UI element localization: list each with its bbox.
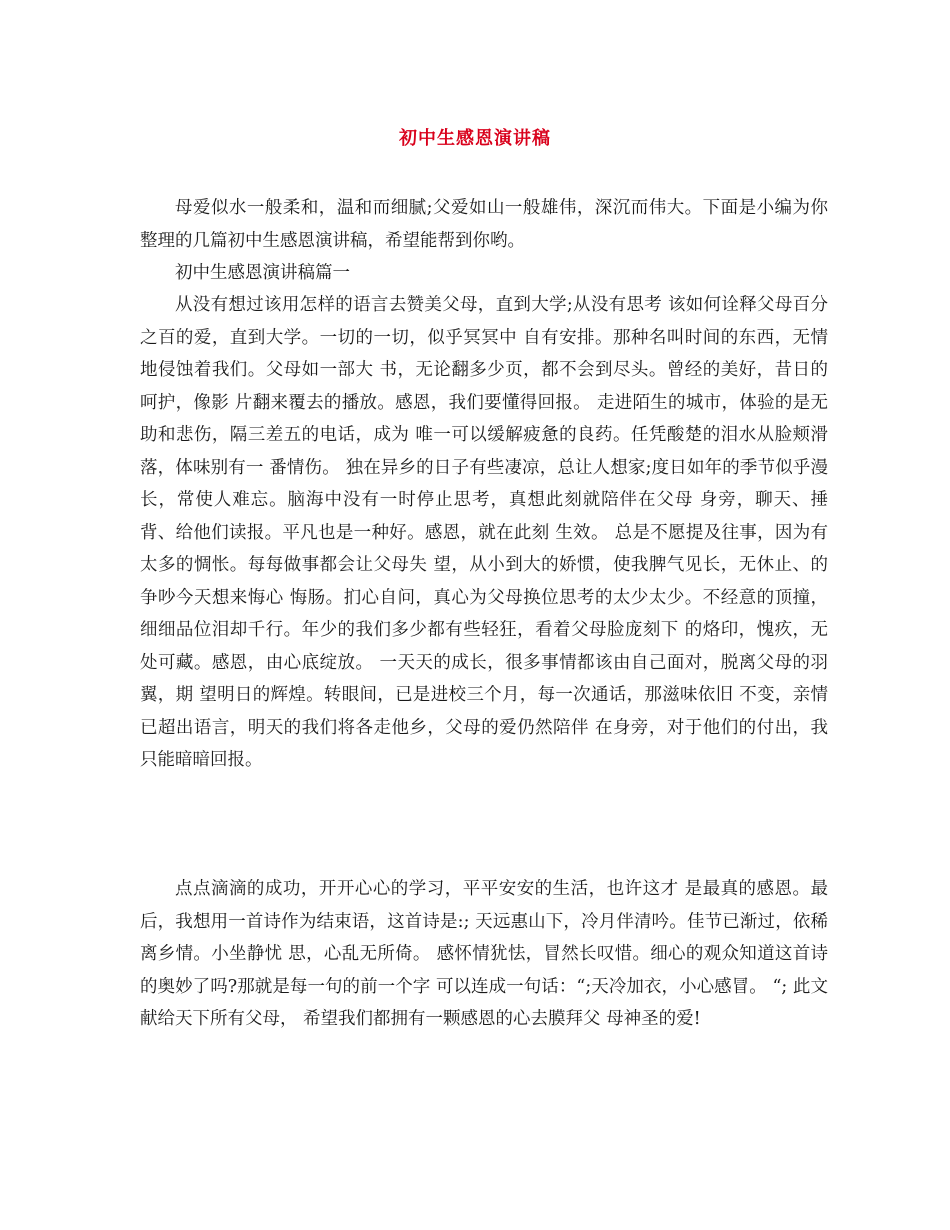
body-paragraph-2: 点点滴滴的成功，开开心心的学习，平平安安的生活，也许这才 是最真的感恩。最后，我想用一首诗作为结束语，这首诗是:; 天远惠山下，冷月伴清吟。佳节已渐过，依稀离乡情。小坐静忧 思，心乱无所倚。 感怀情犹怯，冒然长叹惜。细心的观众知道这首诗的奥妙了吗?那就是每一句的前一个字 可以连成一句话：“;天冷加衣，小心感冒。 “; 此文献给天下所有父母， 希望我们都拥有一颗感恩的心去膜拜父 母神圣的爱!	[140, 879, 828, 1029]
section-heading: 初中生感恩演讲稿篇一	[175, 263, 350, 283]
intro-paragraph: 母爱似水一般柔和，温和而细腻;父爱如山一般雄伟，深沉而伟大。下面是小编为你整理的几篇初中生感恩演讲稿，希望能帮到你哟。	[140, 198, 828, 251]
body-paragraph-1: 从没有想过该用怎样的语言去赞美父母，直到大学;从没有思考 该如何诠释父母百分之百的爱，直到大学。一切的一切，似乎冥冥中 自有安排。那种名叫时间的东西，无情地侵蚀着我们。父母如一部大 书，无论翻多少页，都不会到尽头。曾经的美好，昔日的呵护，像影 片翻来覆去的播放。感恩，我们要懂得回报。 走进陌生的城市，体验的是无助和悲伤，隔三差五的电话，成为 唯一可以缓解疲惫的良药。任凭酸楚的泪水从脸颊滑落，体味别有一 番情伤。 独在异乡的日子有些凄凉，总让人想家;度日如年的季节似乎漫 长，常使人难忘。脑海中没有一时停止思考，真想此刻就陪伴在父母 身旁，聊天、捶背、给他们读报。平凡也是一种好。感恩，就在此刻 生效。 总是不愿提及往事，因为有太多的惆怅。每每做事都会让父母失 望，从小到大的娇惯，使我脾气见长，无休止、的争吵今天想来悔心 悔肠。扪心自问，真心为父母换位思考的太少太少。不经意的顶撞， 细细品位泪却千行。年少的我们多少都有些轻狂，看着父母脸庞刻下 的烙印，愧疚，无处可藏。感恩，由心底绽放。 一天天的成长，很多事情都该由自己面对，脱离父母的羽翼，期 望明日的辉煌。转眼间，已是进校三个月，每一次通话，那滋味依旧 不变，亲情已超出语言，明天的我们将各走他乡，父母的爱仍然陪伴 在身旁，对于他们的付出，我只能暗暗回报。	[140, 295, 828, 770]
document-title: 初中生感恩演讲稿	[399, 128, 551, 149]
